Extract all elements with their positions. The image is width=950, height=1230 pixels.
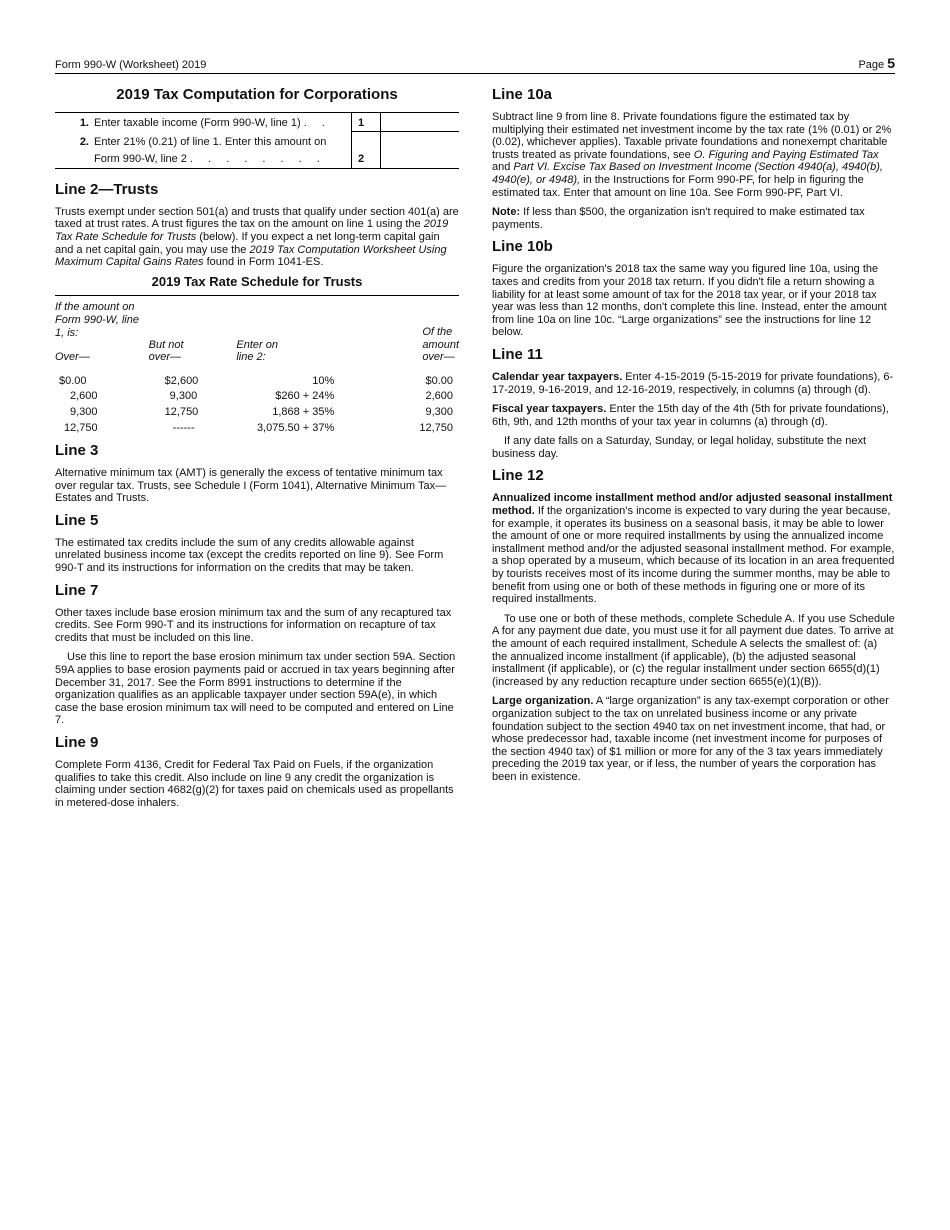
comp-title: 2019 Tax Computation for Corporations [116, 86, 398, 103]
table-row: 2. Enter 21% (0.21) of line 1. Enter this amount on Form 990-W, line 2 . . . . . . . . 2 [55, 132, 459, 169]
line12-annualized: Annualized income installment method and/or adjusted seasonal installment method. If the organization’s income is expected to vary during the year because, for example, it operates its business on a seasonal basis, it may be able to lower the amount of one or more required installments by using the annualized income installment method and/or the adjusted seasonal installment method. For example, a shop operated by a museum, which because of its location in an area frequented by tourists receives most of its income during the summer months, may be able to benefit from using one or both of these methods in figuring one or more of its required installments. [492, 492, 895, 606]
table-row: 9,300 12,750 1,868 + 35% 9,300 [70, 405, 453, 418]
line12-heading: Line 12 [492, 467, 544, 485]
table-row: 12,750 ------ 3,075.50 + 37% 12,750 [64, 421, 453, 434]
line11-fiscal: Fiscal year taxpayers. Enter the 15th day of the 4th (5th for private foundations), 6th, 9th, and 12th months of your tax year in columns (a) through (d). [492, 403, 889, 428]
tax-rate-schedule: If the amount on Form 990-W, line 1, is: Over— But not over— Enter on line 2: Of the amount over— $0.00 $2,600 10% $0.00 2,600 9,300 $260 + 24% 2,600 9,300 12,750 1,868 + 35% 9,300 12,750 ------ 3,075.50 + 37% 12,750 [55, 295, 459, 436]
form-name: Form 990-W (Worksheet) 2019 [55, 59, 207, 71]
page-header [55, 55, 895, 74]
line3-text: Alternative minimum tax (AMT) is generally the excess of tentative minimum tax over regular tax. Trusts, see Schedule I (Form 1041), Alternative Minimum Tax—Estates and Trusts. [55, 467, 447, 505]
line3-heading: Line 3 [55, 442, 99, 460]
line7-text: Other taxes include base erosion minimum tax and the sum of any recaptured tax credits. See Form 990-T and its instructions for information on recapture of tax credits that must be included on this line. [55, 606, 452, 644]
line11-calendar: Calendar year taxpayers. Enter 4-15-2019 (5-15-2019 for private foundations), 6-17-2019, 9-16-2019, and 12-16-2019, respectively, in columns (a) through (d). [492, 370, 894, 396]
line9-heading: Line 9 [55, 734, 99, 751]
line10a-heading: Line 10a [492, 86, 553, 103]
line7-heading: Line 7 [55, 581, 99, 599]
schedule-title: 2019 Tax Rate Schedule for Trusts [151, 273, 363, 289]
line7-text-2: Use this line to report the base erosion minimum tax under section 59A. Section 59A applies to base erosion payments paid or accrued in tax years beginning after December 31, 2017. See the Form 8991 instructions to determine if the organization qualifies as an applicable taxpayer under section 59A(e), in which case the base erosion minimum tax will need to be computed and entered on Line 7. [55, 651, 456, 727]
line11-text-3: If any date falls on a Saturday, Sunday, or legal holiday, substitute the next business day. [492, 435, 867, 460]
line2-heading: Line 2—Trusts [55, 180, 159, 198]
line5-text: The estimated tax credits include the sum of any credits allowable against unrelated business income tax (except the credits reported on line 9). See Form 990-T and its instructions for information on the credits that may be taken. [55, 536, 444, 575]
tax-computation-table [55, 112, 459, 169]
line10b-text: Figure the organization's 2018 tax the same way you figured line 10a, using the taxes and credits from your 2018 tax return. If you didn't file a return showing a liability for at least some amount of tax for the 2018 tax year, or if your 2018 tax year was less than 12 months, don't complete this line. Instead, enter the amount from line 10a on line 10c. “Large organizations” see the instructions for line 12 below. [492, 263, 887, 339]
left-column [55, 86, 459, 816]
table-row: 2,600 9,300 $260 + 24% 2,600 [70, 390, 453, 403]
line11-heading: Line 11 [492, 345, 543, 363]
line12-text-2: To use one or both of these methods, complete Schedule A. If you use Schedule A for any payment due date, you must use it for all payment due dates. To arrive at the amount of each required installment, Schedule A selects the smallest of: (a) the annualized income installment (if applicable), (b) the adjusted seasonal installment (if applicable), or (c) the regular installment under section 6655(d)(1) (increased by any reduction recapture under section 6655(e)(1)(B)). [492, 612, 895, 688]
line10a-text: Subtract line 9 from line 8. Private foundations figure the estimated tax by multiplying their estimated net investment income by the tax rate (1% (0.01) or 2% (0.02), whichever applies). Taxable private foundations and nonexempt charitable trusts treated as private foundations, see O. Figuring and Paying Estimated Tax and Part VI. Excise Tax Based on Investment Income (Section 4940(a), 4940(b), 4940(e), or 4948), in the Instructions for Form 990-PF, for help in figuring the estimated tax. Enter that amount on line 10a. See Form 990-PF, Part VI. [492, 111, 892, 199]
line10a-note: Note: If less than $500, the organization isn't required to make estimated tax payments. [492, 206, 865, 231]
page-number: Page 5 [858, 55, 895, 71]
line2-text: Trusts exempt under section 501(a) and trusts that qualify under section 401(a) are taxed at trust rates. A trust figures the tax on the amount on line 1 using the 2019 Tax Rate Schedule for Trusts (below). If you expect a net long-term capital gain and a net capital gain, you may use the 2019 Tax Computation Worksheet Using Maximum Capital Gains Rates found in Form 1041-ES. [55, 205, 459, 269]
line5-heading: Line 5 [55, 511, 99, 529]
right-column [492, 86, 895, 791]
line-1-amount-field[interactable] [381, 113, 460, 132]
table-row: $0.00 $2,600 10% $0.00 [59, 374, 453, 387]
line-2-amount-field[interactable] [381, 132, 460, 169]
line10b-heading: Line 10b [492, 238, 553, 256]
line12-large-org: Large organization. A “large organization” is any tax-exempt corporation or other organization subject to the tax on unrelated business income or any private foundation subject to the section 4940 tax on net investment income, that had, or whose predecessor had, taxable income (net investment income for purposes of the section 4940 tax) of $1 million or more for any of the 3 tax years immediately preceding the 2019 tax year, or if less, the number of years the corporation has been in existence. [492, 695, 889, 783]
table-row: 1. Enter taxable income (Form 990-W, line 1) . . 1 [55, 113, 459, 132]
line9-text: Complete Form 4136, Credit for Federal Tax Paid on Fuels, if the organization qualifies to take this credit. Also include on line 9 any credit the organization is claiming under section 4682(g)(2) for taxes paid on chemicals used as propellants in metered-dose inhalers. [55, 759, 454, 809]
